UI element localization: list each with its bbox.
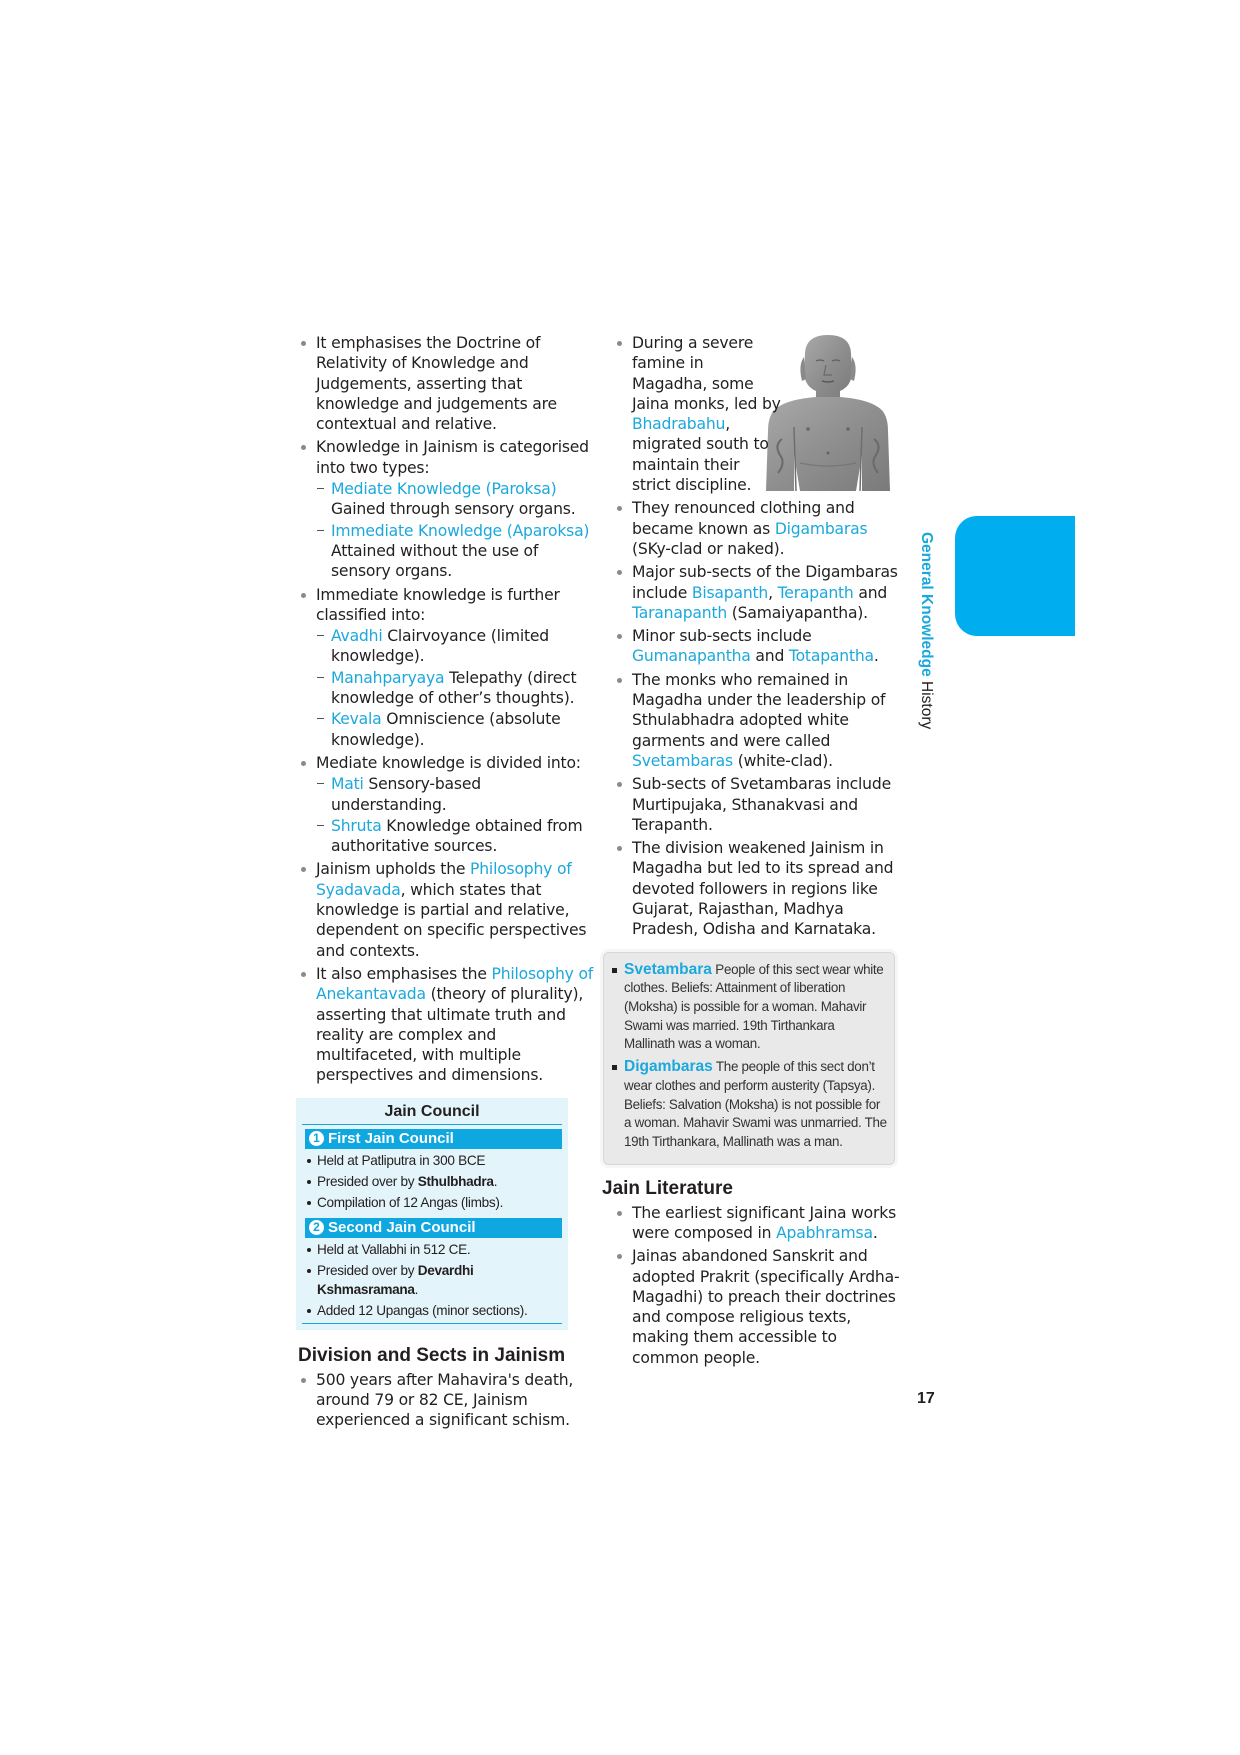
highlight-term: Manahparyaya	[331, 668, 445, 687]
sub-list	[316, 774, 598, 856]
list-item: Presided over by Sthulbhadra.	[306, 1172, 562, 1191]
list-item: Mediate knowledge is divided into: Mati Sensory-based understanding. Shruta Knowledge obtained from authoritative sources.	[298, 753, 598, 856]
highlight-term: Philosophy of Anekantavada	[316, 964, 594, 1004]
sub-list-item: Immediate Knowledge (Aparoksa) Attained without the use of sensory organs.	[316, 521, 598, 582]
first-council-list	[296, 1151, 568, 1212]
division-section	[298, 1344, 598, 1431]
sect-list	[610, 961, 888, 1152]
second-council-heading: 2 Second Jain Council	[305, 1218, 562, 1238]
highlight-term: Digambaras	[774, 519, 868, 538]
number-one-icon: 1	[309, 1131, 324, 1146]
sub-list	[316, 626, 598, 750]
section-label	[917, 532, 935, 729]
sect-title: Svetambara	[624, 960, 712, 978]
list-item: It emphasises the Doctrine of Relativity of Knowledge and Judgements, asserting that knowledge and judgements are contextual and relative.	[298, 333, 598, 434]
list-item: Minor sub-sects include Gumanapantha and Totapantha.	[614, 626, 904, 667]
list-item: The division weakened Jainism in Magadha but led to its spread and devoted followers in regions like Gujarat, Rajasthan, Madhya Pradesh, Odisha and Karnataka.	[614, 838, 904, 939]
list-item: It also emphasises the Philosophy of Anekantavada (theory of plurality), asserting that ultimate truth and reality are complex and multifaceted, with multiple perspectives and dimensions.	[298, 964, 598, 1086]
list-item: Presided over by Devardhi Kshmasramana.	[306, 1261, 562, 1299]
list-item: The monks who remained in Magadha under the leadership of Sthulabhadra adopted white garments and were called Svetambaras (white-clad).	[614, 670, 904, 771]
highlight-term: Taranapanth	[632, 603, 728, 622]
highlight-term: Apabhramsa	[776, 1223, 873, 1242]
list-item: Added 12 Upangas (minor sections).	[306, 1301, 562, 1320]
highlight-term: Mati	[331, 775, 364, 794]
sub-list-item: Kevala Omniscience (absolute knowledge).	[316, 709, 598, 750]
highlight-term: Terapanth	[777, 583, 854, 602]
sect-title: Digambaras	[624, 1058, 713, 1076]
list-item: They renounced clothing and became known as Digambaras (SKy-clad or naked).	[614, 498, 904, 559]
second-council-list	[296, 1240, 568, 1320]
chapter-tab	[955, 516, 1075, 636]
sub-list-item: Manahparyaya Telepathy (direct knowledge of other’s thoughts).	[316, 668, 598, 709]
divider	[302, 1323, 562, 1324]
jain-council-box	[296, 1098, 568, 1330]
list-item: Major sub-sects of the Digambaras include Bisapanth, Terapanth and Taranapanth (Samaiyapantha).	[614, 562, 904, 623]
sect-item-svetambara: Svetambara People of this sect wear white clothes. Beliefs: Attainment of liberation (Moksha) is possible for a woman. Mahavir Swami was married. 19th Tirthankara Mallinath was a woman.	[610, 961, 888, 1055]
sub-list-item: Shruta Knowledge obtained from authoritative sources.	[316, 816, 598, 857]
list-item: Held at Patliputra in 300 BCE	[306, 1151, 562, 1170]
left-column	[298, 333, 598, 1434]
highlight-term: Shruta	[331, 816, 382, 835]
sub-list-item: Mati Sensory-based understanding.	[316, 774, 598, 815]
list-item: Knowledge in Jainism is categorised into two types: Mediate Knowledge (Paroksa) Gained through sensory organs. Immediate Knowledge (Aparoksa) Attained without the use of sensory organs.	[298, 437, 598, 581]
council-box-title: Jain Council	[302, 1102, 562, 1125]
literature-section	[602, 1177, 904, 1368]
division-bullet-list	[298, 1370, 598, 1431]
sub-list	[316, 479, 598, 581]
list-item: The earliest significant Jaina works were composed in Apabhramsa.	[614, 1203, 904, 1244]
knowledge-bullet-list	[298, 333, 598, 1086]
highlight-term: Svetambaras	[632, 751, 733, 770]
first-council-heading: 1 First Jain Council	[305, 1129, 562, 1149]
list-item: During a severe famine in Magadha, some Jaina monks, led by Bhadrabahu, migrated south to maintain their strict discipline.	[614, 333, 904, 495]
number-two-icon: 2	[309, 1220, 324, 1235]
list-item: Jainism upholds the Philosophy of Syadavada, which states that knowledge is partial and relative, dependent on specific perspectives and contexts.	[298, 859, 598, 960]
page-number: 17	[917, 1390, 935, 1407]
highlight-term: Totapantha	[788, 647, 874, 666]
subject-label: General Knowledge	[918, 532, 935, 677]
sub-list-item: Avadhi Clairvoyance (limited knowledge).	[316, 626, 598, 667]
list-item: 500 years after Mahavira's death, around 79 or 82 CE, Jainism experienced a significant schism.	[298, 1370, 598, 1431]
right-column	[602, 333, 904, 1371]
list-item: Sub-sects of Svetambaras include Murtipujaka, Sthanakvasi and Terapanth.	[614, 774, 904, 835]
list-item: Compilation of 12 Angas (limbs).	[306, 1193, 562, 1212]
highlight-term: Gumanapantha	[632, 647, 751, 666]
sect-comparison-box	[603, 952, 895, 1165]
highlight-term: Philosophy of Syadavada	[316, 860, 572, 899]
literature-bullet-list	[614, 1203, 904, 1368]
sect-item-digambaras: Digambaras The people of this sect don’t wear clothes and perform austerity (Tapsya). Beliefs: Salvation (Moksha) is not possible for a woman. Mahavir Swami was unmarried. The 19th Tirthankara, Mallinath was a man.	[610, 1058, 888, 1152]
highlight-term: Bhadrabahu	[632, 415, 726, 434]
highlight-term: Bisapanth	[691, 583, 769, 602]
list-item: Jainas abandoned Sanskrit and adopted Prakrit (specifically Ardha-Magadhi) to preach their doctrines and compose religious texts, making them accessible to common people.	[614, 1246, 904, 1368]
highlight-term: Mediate Knowledge (Paroksa)	[331, 480, 557, 499]
highlight-term: Immediate Knowledge (Aparoksa)	[331, 521, 590, 540]
division-details-list	[614, 333, 904, 940]
sub-list-item: Mediate Knowledge (Paroksa) Gained through sensory organs.	[316, 479, 598, 520]
highlight-term: Kevala	[331, 710, 382, 729]
list-item: Held at Vallabhi in 512 CE.	[306, 1240, 562, 1259]
highlight-term: Avadhi	[331, 627, 383, 646]
division-heading: Division and Sects in Jainism	[298, 1344, 566, 1366]
literature-heading: Jain Literature	[602, 1177, 733, 1199]
chapter-label: History	[918, 681, 935, 730]
list-item: Immediate knowledge is further classified into: Avadhi Clairvoyance (limited knowledge). Manahparyaya Telepathy (direct knowledge of other’s thoughts). Kevala Omniscience (absolute knowledge).	[298, 585, 598, 750]
